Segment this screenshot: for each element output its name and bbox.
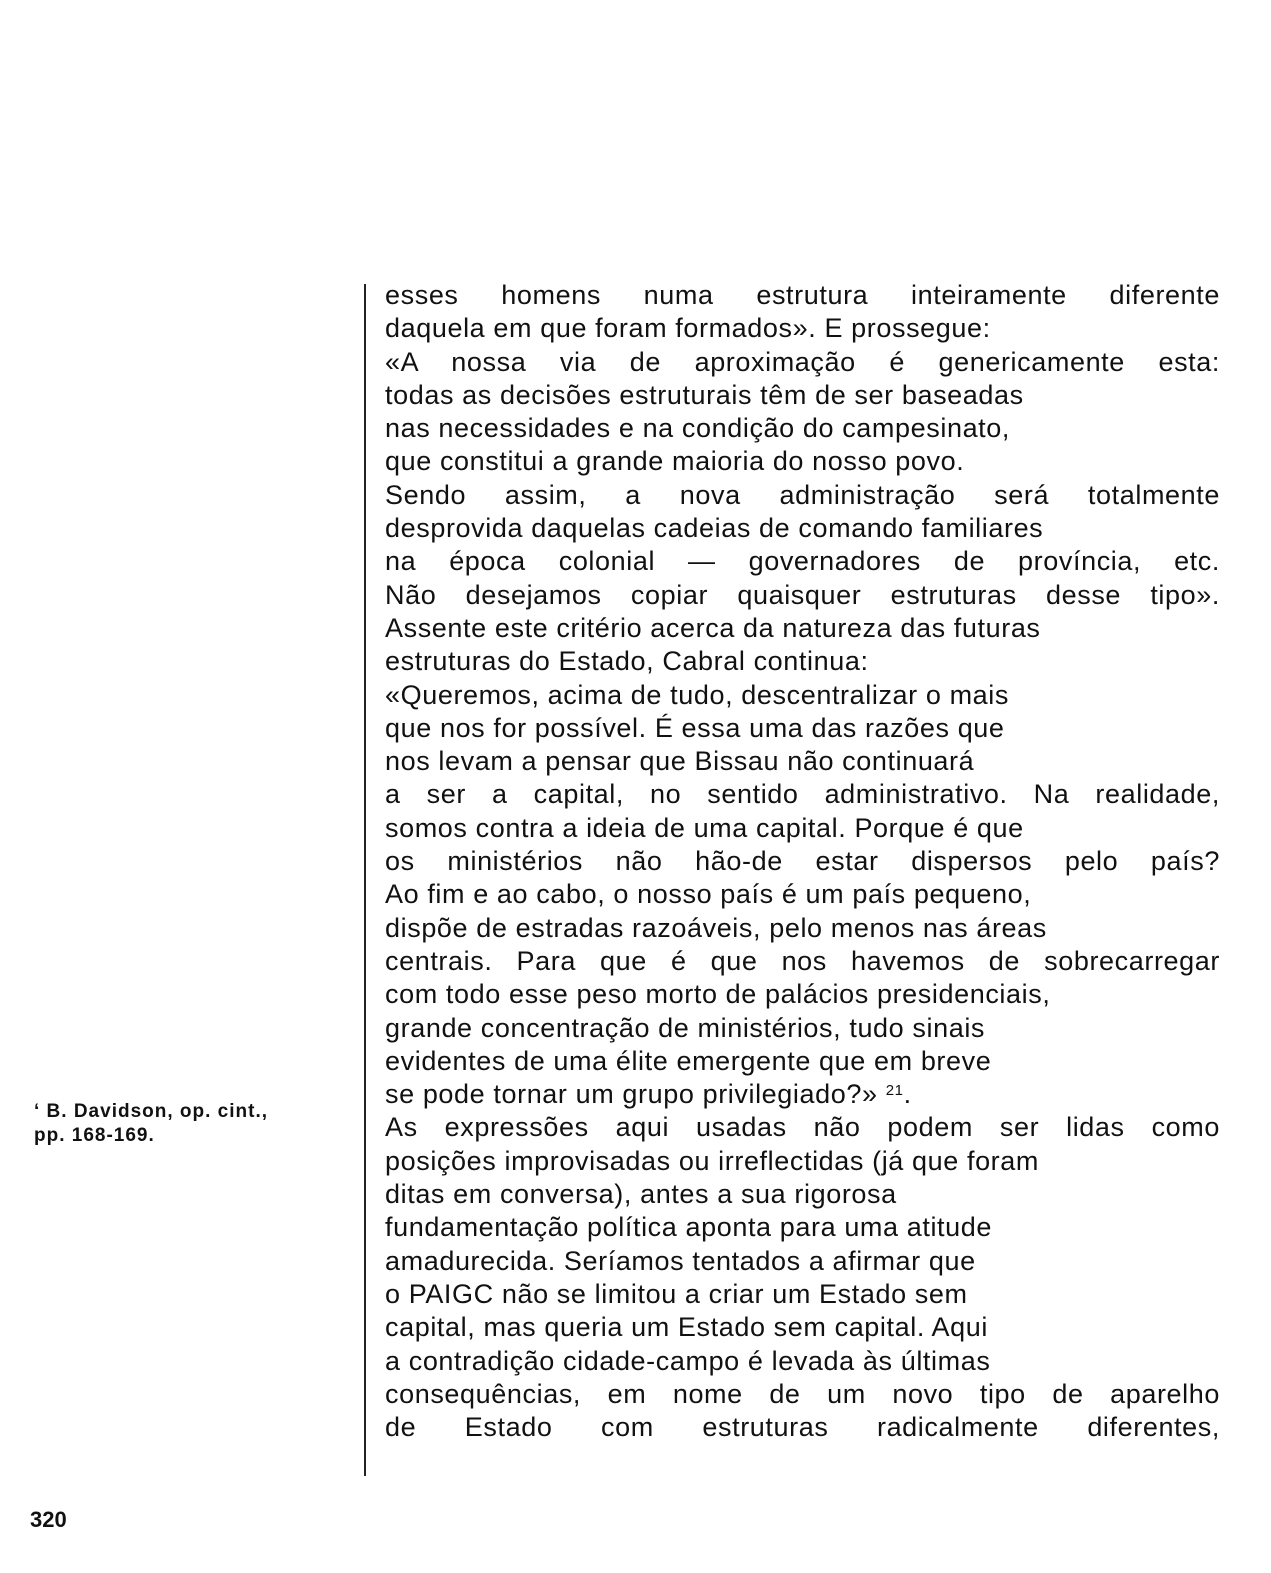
text-line-content: «Queremos, acima de tudo, descentralizar o mais: [385, 679, 1009, 710]
text-line: [385, 945, 1220, 978]
text-line-content: capital, mas queria um Estado sem capital. Aqui: [385, 1312, 988, 1343]
text-line-content: Assente este critério acerca da natureza das futuras: [385, 612, 1041, 643]
text-line: [385, 379, 1220, 412]
text-line-content: estruturas do Estado, Cabral continua:: [385, 646, 869, 677]
text-line: [385, 1111, 1220, 1144]
text-line-content: dispõe de estradas razoáveis, pelo menos nas áreas: [385, 912, 1047, 943]
text-line: [385, 1345, 1220, 1378]
text-line: [385, 778, 1220, 811]
punctuation: .: [903, 1079, 912, 1110]
text-line-content: fundamentação política aponta para uma atitude: [385, 1212, 993, 1243]
text-line: [385, 1411, 1220, 1444]
text-line-content: Ao fim e ao cabo, o nosso país é um país pequeno,: [385, 879, 1032, 910]
text-line: [385, 479, 1220, 512]
text-line: [385, 1178, 1220, 1211]
footnote-reference: 21: [885, 1082, 904, 1100]
text-line-content: que nos for possível. É essa uma das razões que: [385, 712, 1005, 743]
text-line: [385, 878, 1220, 911]
text-line: [385, 845, 1220, 878]
text-line-content: As expressões aqui usadas não podem ser lidas como: [385, 1112, 1220, 1143]
text-line-content: somos contra a ideia de uma capital. Porque é que: [385, 812, 1024, 843]
text-line: [385, 312, 1220, 345]
text-line-content: com todo esse peso morto de palácios presidenciais,: [385, 979, 1051, 1010]
text-line-content: desprovida daquelas cadeias de comando familiares: [385, 513, 1044, 544]
text-line: [385, 978, 1220, 1011]
text-line: [385, 512, 1220, 545]
text-line: [385, 1078, 1220, 1111]
text-line: [385, 1145, 1220, 1178]
text-line: [385, 612, 1220, 645]
text-line: [385, 445, 1220, 478]
margin-rule: [364, 284, 366, 1476]
text-line-content: centrais. Para que é que nos havemos de sobrecarregar: [385, 945, 1220, 976]
text-line: [385, 912, 1220, 945]
text-line-content: na época colonial — governadores de província, etc.: [385, 546, 1220, 577]
footnote-line: pp. 168-169.: [34, 1125, 155, 1146]
text-line: [385, 679, 1220, 712]
text-line: [385, 412, 1220, 445]
text-line: [385, 1278, 1220, 1311]
text-line: [385, 812, 1220, 845]
text-line-content: a contradição cidade-campo é levada às últimas: [385, 1345, 991, 1376]
text-line-content: Sendo assim, a nova administração será totalmente: [385, 479, 1220, 510]
text-line-content: nos levam a pensar que Bissau não continuará: [385, 746, 975, 777]
page-number: 320: [30, 1507, 67, 1532]
text-line: [385, 1045, 1220, 1078]
text-line-content: Não desejamos copiar quaisquer estruturas desse tipo».: [385, 579, 1220, 610]
text-line: [385, 1012, 1220, 1045]
body-text: [385, 279, 1220, 1444]
footnote: [34, 1100, 268, 1148]
text-line-content: amadurecida. Seríamos tentados a afirmar que: [385, 1245, 976, 1276]
text-line-content: os ministérios não hão-de estar dispersos pelo país?: [385, 846, 1220, 877]
text-line-content: todas as decisões estruturais têm de ser baseadas: [385, 379, 1024, 410]
text-line-content: que constitui a grande maioria do nosso povo.: [385, 446, 965, 477]
text-line: [385, 279, 1220, 312]
text-line-content: daquela em que foram formados». E prossegue:: [385, 313, 991, 344]
text-line-content: esses homens numa estrutura inteiramente diferente: [385, 280, 1220, 310]
text-line: [385, 745, 1220, 778]
text-line-content: se pode tornar um grupo privilegiado?»: [385, 1079, 878, 1110]
text-line: [385, 1245, 1220, 1278]
text-line: [385, 712, 1220, 745]
text-line-content: consequências, em nome de um novo tipo de aparelho: [385, 1378, 1220, 1409]
text-line: [385, 346, 1220, 379]
text-line-content: evidentes de uma élite emergente que em breve: [385, 1045, 992, 1076]
footnote-line: ‘ B. Davidson, op. cint.,: [34, 1101, 269, 1122]
text-line: [385, 579, 1220, 612]
text-line: [385, 545, 1220, 578]
text-line-content: posições improvisadas ou irreflectidas (já que foram: [385, 1145, 1039, 1176]
text-line-content: «A nossa via de aproximação é genericamente esta:: [385, 346, 1220, 377]
text-line-content: a ser a capital, no sentido administrativo. Na realidade,: [385, 779, 1220, 810]
text-line: [385, 1311, 1220, 1344]
text-line: [385, 1211, 1220, 1244]
text-line-content: de Estado com estruturas radicalmente diferentes,: [385, 1412, 1220, 1443]
text-line-content: nas necessidades e na condição do campesinato,: [385, 413, 1011, 444]
text-line-content: o PAIGC não se limitou a criar um Estado sem: [385, 1278, 968, 1309]
text-line-content: grande concentração de ministérios, tudo sinais: [385, 1012, 986, 1043]
text-line-content: ditas em conversa), antes a sua rigorosa: [385, 1179, 897, 1210]
text-line: [385, 1378, 1220, 1411]
text-line: [385, 645, 1220, 678]
